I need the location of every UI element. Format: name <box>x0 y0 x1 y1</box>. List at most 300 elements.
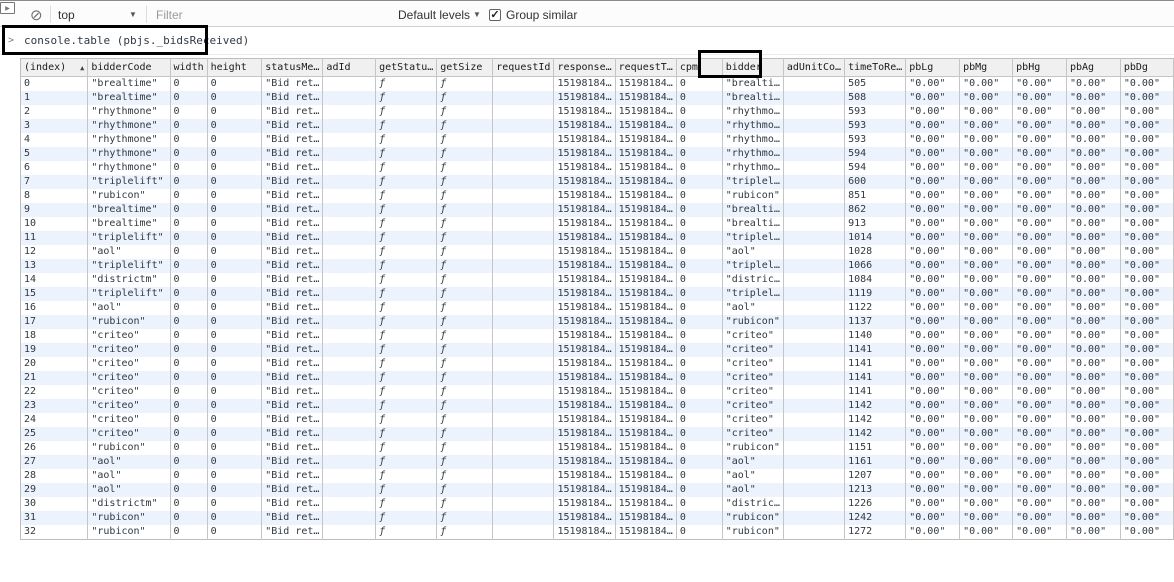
table-cell <box>783 329 844 343</box>
table-cell: 0 <box>170 119 207 133</box>
table-cell: 0 <box>676 497 722 511</box>
column-header-getstatu[interactable]: getStatu… <box>376 59 437 77</box>
table-cell: "0.00" <box>1013 133 1067 147</box>
table-cell: "0.00" <box>906 287 960 301</box>
table-cell: "0.00" <box>1067 287 1121 301</box>
table-cell: "0.00" <box>1013 399 1067 413</box>
table-cell: 15198184… <box>615 91 676 105</box>
table-cell: "rhythmone" <box>88 119 170 133</box>
table-cell: "0.00" <box>906 189 960 203</box>
table-cell: ƒ <box>376 427 437 441</box>
table-cell: "0.00" <box>960 217 1013 231</box>
table-cell: 15198184… <box>554 119 615 133</box>
table-cell: "0.00" <box>1067 483 1121 497</box>
table-cell: 0 <box>676 189 722 203</box>
table-row <box>21 399 1174 413</box>
table-cell: ƒ <box>376 77 437 92</box>
table-row <box>21 385 1174 399</box>
table-cell: "0.00" <box>1013 301 1067 315</box>
table-cell: 25 <box>21 427 88 441</box>
table-cell: "aol" <box>722 245 783 259</box>
table-cell: "0.00" <box>1120 371 1173 385</box>
table-cell: ƒ <box>437 301 493 315</box>
table-cell: 0 <box>207 483 262 497</box>
table-cell: "Bid ret… <box>262 301 323 315</box>
table-cell: 594 <box>845 147 906 161</box>
table-cell: 0 <box>676 175 722 189</box>
table-cell: 1084 <box>845 273 906 287</box>
table-cell: "0.00" <box>906 217 960 231</box>
table-cell: 15198184… <box>615 259 676 273</box>
table-cell: "0.00" <box>1067 413 1121 427</box>
table-cell: "0.00" <box>960 343 1013 357</box>
table-cell: "0.00" <box>906 357 960 371</box>
table-cell: "0.00" <box>1013 385 1067 399</box>
group-similar-label: Group similar <box>506 7 578 22</box>
table-cell: "0.00" <box>906 329 960 343</box>
table-cell: "Bid ret… <box>262 231 323 245</box>
table-cell: "Bid ret… <box>262 357 323 371</box>
table-row <box>21 231 1174 245</box>
table-cell: 1207 <box>845 469 906 483</box>
table-cell: "rhythmone" <box>88 147 170 161</box>
table-cell: ƒ <box>376 91 437 105</box>
table-cell: "0.00" <box>1013 91 1067 105</box>
table-cell: 0 <box>676 161 722 175</box>
filter-input[interactable] <box>156 5 406 24</box>
table-cell: 15198184… <box>554 357 615 371</box>
table-cell: "rhythmo… <box>722 147 783 161</box>
table-cell <box>493 161 554 175</box>
table-cell <box>783 455 844 469</box>
table-cell: "Bid ret… <box>262 287 323 301</box>
table-cell <box>783 301 844 315</box>
table-cell: 0 <box>170 413 207 427</box>
table-cell: "criteo" <box>88 371 170 385</box>
table-cell <box>493 371 554 385</box>
table-cell: 0 <box>207 119 262 133</box>
table-cell: "0.00" <box>1067 273 1121 287</box>
table-cell: "0.00" <box>960 455 1013 469</box>
table-cell: ƒ <box>437 385 493 399</box>
table-cell: 29 <box>21 483 88 497</box>
table-cell: ƒ <box>376 245 437 259</box>
table-cell: 21 <box>21 371 88 385</box>
table-cell: "Bid ret… <box>262 511 323 525</box>
table-cell: "0.00" <box>906 371 960 385</box>
table-cell: 0 <box>207 385 262 399</box>
table-cell: 1137 <box>845 315 906 329</box>
table-cell: 862 <box>845 203 906 217</box>
checkbox-check-icon: ✓ <box>490 8 500 21</box>
table-row <box>21 287 1174 301</box>
table-cell: 22 <box>21 385 88 399</box>
table-cell: "0.00" <box>906 259 960 273</box>
table-cell: "0.00" <box>1120 315 1173 329</box>
table-cell <box>493 469 554 483</box>
table-cell: 17 <box>21 315 88 329</box>
table-cell <box>493 343 554 357</box>
table-cell: "0.00" <box>1067 357 1121 371</box>
table-cell: ƒ <box>376 301 437 315</box>
table-cell: 0 <box>170 427 207 441</box>
table-cell <box>783 469 844 483</box>
column-header-cpm[interactable]: cpm <box>676 59 722 77</box>
table-cell: "0.00" <box>906 525 960 540</box>
table-cell: "0.00" <box>1067 245 1121 259</box>
table-row <box>21 511 1174 525</box>
frame-context-selector[interactable]: top <box>58 7 75 22</box>
table-cell <box>493 119 554 133</box>
table-cell: "aol" <box>88 483 170 497</box>
table-cell: "Bid ret… <box>262 455 323 469</box>
table-cell: "0.00" <box>1067 175 1121 189</box>
table-cell: 5 <box>21 147 88 161</box>
table-cell: "0.00" <box>906 301 960 315</box>
table-cell: 13 <box>21 259 88 273</box>
table-cell <box>493 301 554 315</box>
console-table-output <box>20 58 1174 540</box>
table-cell: "0.00" <box>1013 455 1067 469</box>
console-sidebar-toggle-icon[interactable] <box>0 2 15 14</box>
table-cell: 15198184… <box>554 161 615 175</box>
table-cell: 0 <box>207 147 262 161</box>
table-cell <box>783 245 844 259</box>
table-cell: 24 <box>21 413 88 427</box>
table-cell: 15198184… <box>615 357 676 371</box>
table-cell: 15198184… <box>554 273 615 287</box>
table-cell <box>493 273 554 287</box>
table-cell: 0 <box>207 525 262 540</box>
table-cell: 0 <box>207 175 262 189</box>
table-cell <box>323 287 376 301</box>
table-cell: 23 <box>21 399 88 413</box>
column-header-adid[interactable]: adId <box>323 59 376 77</box>
table-cell: 19 <box>21 343 88 357</box>
table-cell: 9 <box>21 203 88 217</box>
table-cell: ƒ <box>376 413 437 427</box>
table-cell: 508 <box>845 91 906 105</box>
table-cell: "rubicon" <box>722 511 783 525</box>
table-cell <box>783 343 844 357</box>
table-cell: 15198184… <box>615 427 676 441</box>
table-cell: "0.00" <box>1067 511 1121 525</box>
table-cell <box>323 133 376 147</box>
table-cell: "0.00" <box>906 511 960 525</box>
table-cell: 15198184… <box>615 245 676 259</box>
table-cell: 0 <box>170 385 207 399</box>
table-cell: ƒ <box>376 357 437 371</box>
table-cell: ƒ <box>376 455 437 469</box>
table-cell <box>323 231 376 245</box>
table-cell: 15198184… <box>554 441 615 455</box>
table-cell: "0.00" <box>960 315 1013 329</box>
table-cell: "criteo" <box>722 427 783 441</box>
table-cell: "0.00" <box>1013 525 1067 540</box>
table-cell: ƒ <box>437 119 493 133</box>
table-cell: 1014 <box>845 231 906 245</box>
table-cell: 0 <box>170 469 207 483</box>
table-cell: 15198184… <box>554 77 615 92</box>
column-header-pbag[interactable]: pbAg <box>1067 59 1121 77</box>
table-cell: ƒ <box>437 245 493 259</box>
table-cell: 0 <box>676 427 722 441</box>
table-row <box>21 497 1174 511</box>
table-cell: "0.00" <box>960 385 1013 399</box>
table-cell: "triplelift" <box>88 231 170 245</box>
table-cell: 0 <box>676 119 722 133</box>
table-cell <box>323 399 376 413</box>
table-cell: ƒ <box>376 385 437 399</box>
table-cell: "0.00" <box>906 441 960 455</box>
table-cell: "0.00" <box>1120 343 1173 357</box>
table-cell: 0 <box>207 399 262 413</box>
table-cell <box>323 329 376 343</box>
table-row <box>21 161 1174 175</box>
table-cell <box>783 203 844 217</box>
log-levels-dropdown[interactable]: Default levels <box>398 7 471 22</box>
column-header-index[interactable] <box>21 59 88 77</box>
column-header-timetore[interactable]: timeToRe… <box>845 59 906 77</box>
table-cell: 0 <box>170 203 207 217</box>
table-row <box>21 91 1174 105</box>
table-cell: 0 <box>207 231 262 245</box>
table-cell: 15198184… <box>554 371 615 385</box>
table-cell: "Bid ret… <box>262 119 323 133</box>
table-cell: "0.00" <box>960 147 1013 161</box>
column-header-statusme[interactable]: statusMe… <box>262 59 323 77</box>
table-cell: "rubicon" <box>722 441 783 455</box>
table-cell: 0 <box>676 385 722 399</box>
table-row <box>21 469 1174 483</box>
column-header-getsize[interactable]: getSize <box>437 59 493 77</box>
column-header-response[interactable]: response… <box>554 59 615 77</box>
table-cell <box>493 329 554 343</box>
table-cell: 1142 <box>845 399 906 413</box>
table-cell: 0 <box>170 371 207 385</box>
table-cell: "0.00" <box>1120 203 1173 217</box>
table-cell: ƒ <box>437 329 493 343</box>
table-cell: "0.00" <box>960 371 1013 385</box>
table-cell: 0 <box>207 259 262 273</box>
group-similar-checkbox[interactable] <box>489 9 501 21</box>
table-cell: "rhythmone" <box>88 105 170 119</box>
table-cell: "rubicon" <box>722 525 783 540</box>
table-cell <box>493 413 554 427</box>
table-cell: 11 <box>21 231 88 245</box>
table-cell: "0.00" <box>906 147 960 161</box>
table-cell: ƒ <box>437 497 493 511</box>
table-cell <box>493 427 554 441</box>
table-cell: 0 <box>207 427 262 441</box>
table-cell: "0.00" <box>906 427 960 441</box>
table-cell: "0.00" <box>1120 119 1173 133</box>
column-header-height[interactable]: height <box>207 59 262 77</box>
table-cell: 20 <box>21 357 88 371</box>
table-cell: "0.00" <box>1013 119 1067 133</box>
table-cell: "0.00" <box>906 161 960 175</box>
table-cell: "0.00" <box>1120 133 1173 147</box>
table-cell: "0.00" <box>960 105 1013 119</box>
table-cell: "rhythmo… <box>722 133 783 147</box>
sidebar-toggle-glyph: ▶ <box>5 5 10 12</box>
table-cell: ƒ <box>376 497 437 511</box>
table-cell: 0 <box>207 91 262 105</box>
table-cell: "triplelift" <box>88 175 170 189</box>
table-cell: 0 <box>207 245 262 259</box>
table-cell: 0 <box>170 189 207 203</box>
table-cell: 913 <box>845 217 906 231</box>
table-cell: 15198184… <box>554 231 615 245</box>
table-cell: 15198184… <box>615 385 676 399</box>
column-header-pbdg[interactable]: pbDg <box>1120 59 1173 77</box>
table-cell: "0.00" <box>1120 511 1173 525</box>
table-cell: "Bid ret… <box>262 371 323 385</box>
table-cell: 15198184… <box>615 399 676 413</box>
column-header-pbmg[interactable]: pbMg <box>960 59 1013 77</box>
table-cell: "0.00" <box>1067 147 1121 161</box>
table-cell: 593 <box>845 119 906 133</box>
frame-selector-caret-icon[interactable]: ▼ <box>129 10 137 19</box>
column-header-requestid[interactable]: requestId <box>493 59 554 77</box>
table-cell: "0.00" <box>960 357 1013 371</box>
table-cell <box>783 287 844 301</box>
table-cell: ƒ <box>376 399 437 413</box>
table-cell: "0.00" <box>1120 469 1173 483</box>
table-cell: 1141 <box>845 357 906 371</box>
table-cell: "0.00" <box>960 427 1013 441</box>
table-cell <box>493 91 554 105</box>
table-cell: "Bid ret… <box>262 245 323 259</box>
table-cell: "0.00" <box>1120 189 1173 203</box>
table-cell: ƒ <box>376 259 437 273</box>
clear-console-icon[interactable] <box>30 2 43 27</box>
table-cell: "criteo" <box>88 385 170 399</box>
table-cell: "0.00" <box>960 133 1013 147</box>
table-cell <box>783 441 844 455</box>
table-cell <box>323 217 376 231</box>
table-cell: "triplelift" <box>88 259 170 273</box>
table-cell <box>783 427 844 441</box>
table-cell: 28 <box>21 469 88 483</box>
table-cell: ƒ <box>376 287 437 301</box>
table-cell: "Bid ret… <box>262 525 323 540</box>
table-row <box>21 301 1174 315</box>
table-cell: ƒ <box>437 217 493 231</box>
table-cell: "0.00" <box>1120 245 1173 259</box>
table-cell: "triplel… <box>722 287 783 301</box>
table-cell: 15198184… <box>554 511 615 525</box>
table-cell <box>323 483 376 497</box>
column-header-width[interactable]: width <box>170 59 207 77</box>
table-row <box>21 441 1174 455</box>
table-cell: "0.00" <box>1067 315 1121 329</box>
table-cell: ƒ <box>437 147 493 161</box>
table-cell: "Bid ret… <box>262 147 323 161</box>
table-cell: "0.00" <box>960 301 1013 315</box>
table-cell: "distric… <box>722 273 783 287</box>
column-header-requestt[interactable]: requestT… <box>615 59 676 77</box>
table-cell: "aol" <box>722 301 783 315</box>
table-cell: 15198184… <box>554 455 615 469</box>
table-cell: "Bid ret… <box>262 259 323 273</box>
table-cell <box>493 189 554 203</box>
table-cell: 0 <box>170 483 207 497</box>
log-levels-caret-icon[interactable]: ▼ <box>473 10 481 19</box>
table-cell: "0.00" <box>906 469 960 483</box>
table-cell: "0.00" <box>1067 343 1121 357</box>
table-cell: 15 <box>21 287 88 301</box>
column-header-adunitco[interactable]: adUnitCo… <box>783 59 844 77</box>
table-cell: "0.00" <box>1120 483 1173 497</box>
table-row <box>21 483 1174 497</box>
table-cell: ƒ <box>437 371 493 385</box>
table-cell <box>323 441 376 455</box>
table-cell: "0.00" <box>1013 357 1067 371</box>
table-cell <box>323 343 376 357</box>
table-cell: "0.00" <box>906 245 960 259</box>
table-cell: 15198184… <box>615 371 676 385</box>
table-cell: 0 <box>676 315 722 329</box>
table-cell: "aol" <box>722 455 783 469</box>
table-cell: 0 <box>676 511 722 525</box>
table-cell: "0.00" <box>1067 231 1121 245</box>
table-cell: "0.00" <box>960 203 1013 217</box>
column-header-pbhg[interactable]: pbHg <box>1013 59 1067 77</box>
table-cell: "rhythmone" <box>88 133 170 147</box>
table-cell <box>493 315 554 329</box>
table-cell: "0.00" <box>1013 287 1067 301</box>
table-cell <box>493 525 554 540</box>
table-cell: 0 <box>676 217 722 231</box>
table-cell: "Bid ret… <box>262 413 323 427</box>
table-cell <box>783 357 844 371</box>
column-header-bidder[interactable]: bidder <box>722 59 783 77</box>
table-cell <box>493 147 554 161</box>
table-cell: 1066 <box>845 259 906 273</box>
table-cell <box>323 469 376 483</box>
table-cell <box>493 203 554 217</box>
table-cell <box>493 217 554 231</box>
table-cell: 15198184… <box>615 175 676 189</box>
table-cell: 6 <box>21 161 88 175</box>
table-cell: ƒ <box>437 175 493 189</box>
table-cell: 0 <box>676 203 722 217</box>
table-cell: ƒ <box>437 441 493 455</box>
table-cell: "0.00" <box>960 469 1013 483</box>
table-cell: "brealti… <box>722 77 783 92</box>
table-cell: "rubicon" <box>88 525 170 540</box>
table-cell: 0 <box>207 161 262 175</box>
table-cell: 15198184… <box>615 231 676 245</box>
table-cell <box>783 525 844 540</box>
table-cell: "0.00" <box>906 175 960 189</box>
table-cell <box>783 385 844 399</box>
table-cell: 15198184… <box>554 175 615 189</box>
table-cell: ƒ <box>376 441 437 455</box>
table-cell: 1141 <box>845 343 906 357</box>
table-cell: 15198184… <box>615 483 676 497</box>
column-header-pblg[interactable]: pbLg <box>906 59 960 77</box>
table-cell: 0 <box>170 259 207 273</box>
table-cell: "0.00" <box>960 511 1013 525</box>
table-row <box>21 371 1174 385</box>
table-cell: ƒ <box>376 371 437 385</box>
table-cell: 0 <box>676 441 722 455</box>
table-cell: 15198184… <box>554 259 615 273</box>
column-header-biddercode[interactable]: bidderCode <box>88 59 170 77</box>
table-cell: 0 <box>676 259 722 273</box>
